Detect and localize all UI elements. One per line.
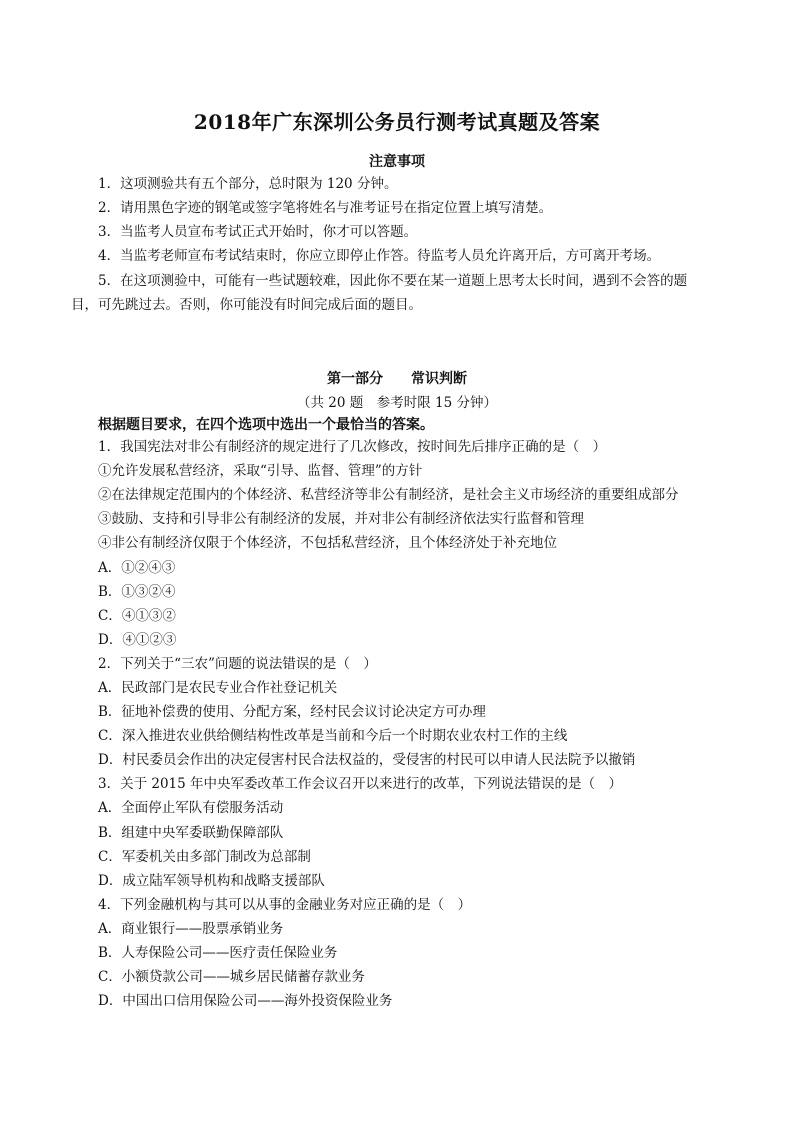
notice-item: 4．当监考老师宣布考试结束时，你应立即停止作答。待监考人员允许离开后，方可离开考场。 <box>98 248 661 264</box>
section-instruction: 根据题目要求，在四个选项中选出一个最恰当的答案。 <box>98 417 434 433</box>
option-line: B．组建中央军委联勤保障部队 <box>98 825 284 841</box>
notice-heading: 注意事项 <box>369 154 425 170</box>
question-line: ①允许发展私营经济，采取“引导、监督、管理”的方针 <box>98 463 423 479</box>
question-line: 2．下列关于“三农”问题的说法错误的是（ ） <box>98 656 377 672</box>
option-line: D．村民委员会作出的决定侵害村民合法权益的，受侵害的村民可以申请人民法院予以撤销 <box>98 752 636 768</box>
page-title: 2018年广东深圳公务员行测考试真题及答案 <box>193 110 601 134</box>
notice-item: 2．请用黑色字迹的钢笔或签字笔将姓名与准考证号在指定位置上填写清楚。 <box>98 200 553 216</box>
question-line: ④非公有制经济仅限于个体经济，不包括私营经济，且个体经济处于补充地位 <box>98 535 557 551</box>
notice-item-continuation: 目，可先跳过去。否则，你可能没有时间完成后面的题目。 <box>71 297 422 313</box>
option-line: C．军委机关由多部门制改为总部制 <box>98 849 311 865</box>
question-line: 4．下列金融机构与其可以从事的金融业务对应正确的是（ ） <box>98 897 472 913</box>
option-line: B．人寿保险公司——医疗责任保险业务 <box>98 945 338 961</box>
section-heading: 第一部分 常识判断 <box>327 371 467 387</box>
notice-item: 5．在这项测验中，可能有一些试题较难，因此你不要在某一道题上思考太长时间，遇到不会答的题 <box>98 273 688 289</box>
option-line: C．④①③② <box>98 608 176 624</box>
question-line: ②在法律规定范围内的个体经济、私营经济等非公有制经济，是社会主义市场经济的重要组成部分 <box>98 487 679 503</box>
option-line: D．中国出口信用保险公司——海外投资保险业务 <box>98 993 393 1009</box>
option-line: A．商业银行——股票承销业务 <box>98 921 284 937</box>
option-line: A．①②④③ <box>98 560 176 576</box>
option-line: C．深入推进农业供给侧结构性改革是当前和今后一个时期农业农村工作的主线 <box>98 728 568 744</box>
question-line: 3．关于 2015 年中央军委改革工作会议召开以来进行的改革，下列说法错误的是（ ） <box>98 776 623 792</box>
option-line: B．征地补偿费的使用、分配方案，经村民会议讨论决定方可办理 <box>98 704 486 720</box>
option-line: D．成立陆军领导机构和战略支援部队 <box>98 873 325 889</box>
option-line: B．①③②④ <box>98 584 176 600</box>
section-subheading: （共 20 题 参考时限 15 分钟） <box>296 395 498 411</box>
question-line: 1．我国宪法对非公有制经济的规定进行了几次修改，按时间先后排序正确的是（ ） <box>98 439 607 455</box>
option-line: A．全面停止军队有偿服务活动 <box>98 800 284 816</box>
option-line: C．小额贷款公司——城乡居民储蓄存款业务 <box>98 969 365 985</box>
option-line: D．④①②③ <box>98 632 177 648</box>
notice-item: 1．这项测验共有五个部分，总时限为 120 分钟。 <box>98 176 398 192</box>
question-line: ③鼓励、支持和引导非公有制经济的发展，并对非公有制经济依法实行监督和管理 <box>98 511 584 527</box>
option-line: A．民政部门是农民专业合作社登记机关 <box>98 680 338 696</box>
notice-item: 3．当监考人员宣布考试正式开始时，你才可以答题。 <box>98 224 418 240</box>
